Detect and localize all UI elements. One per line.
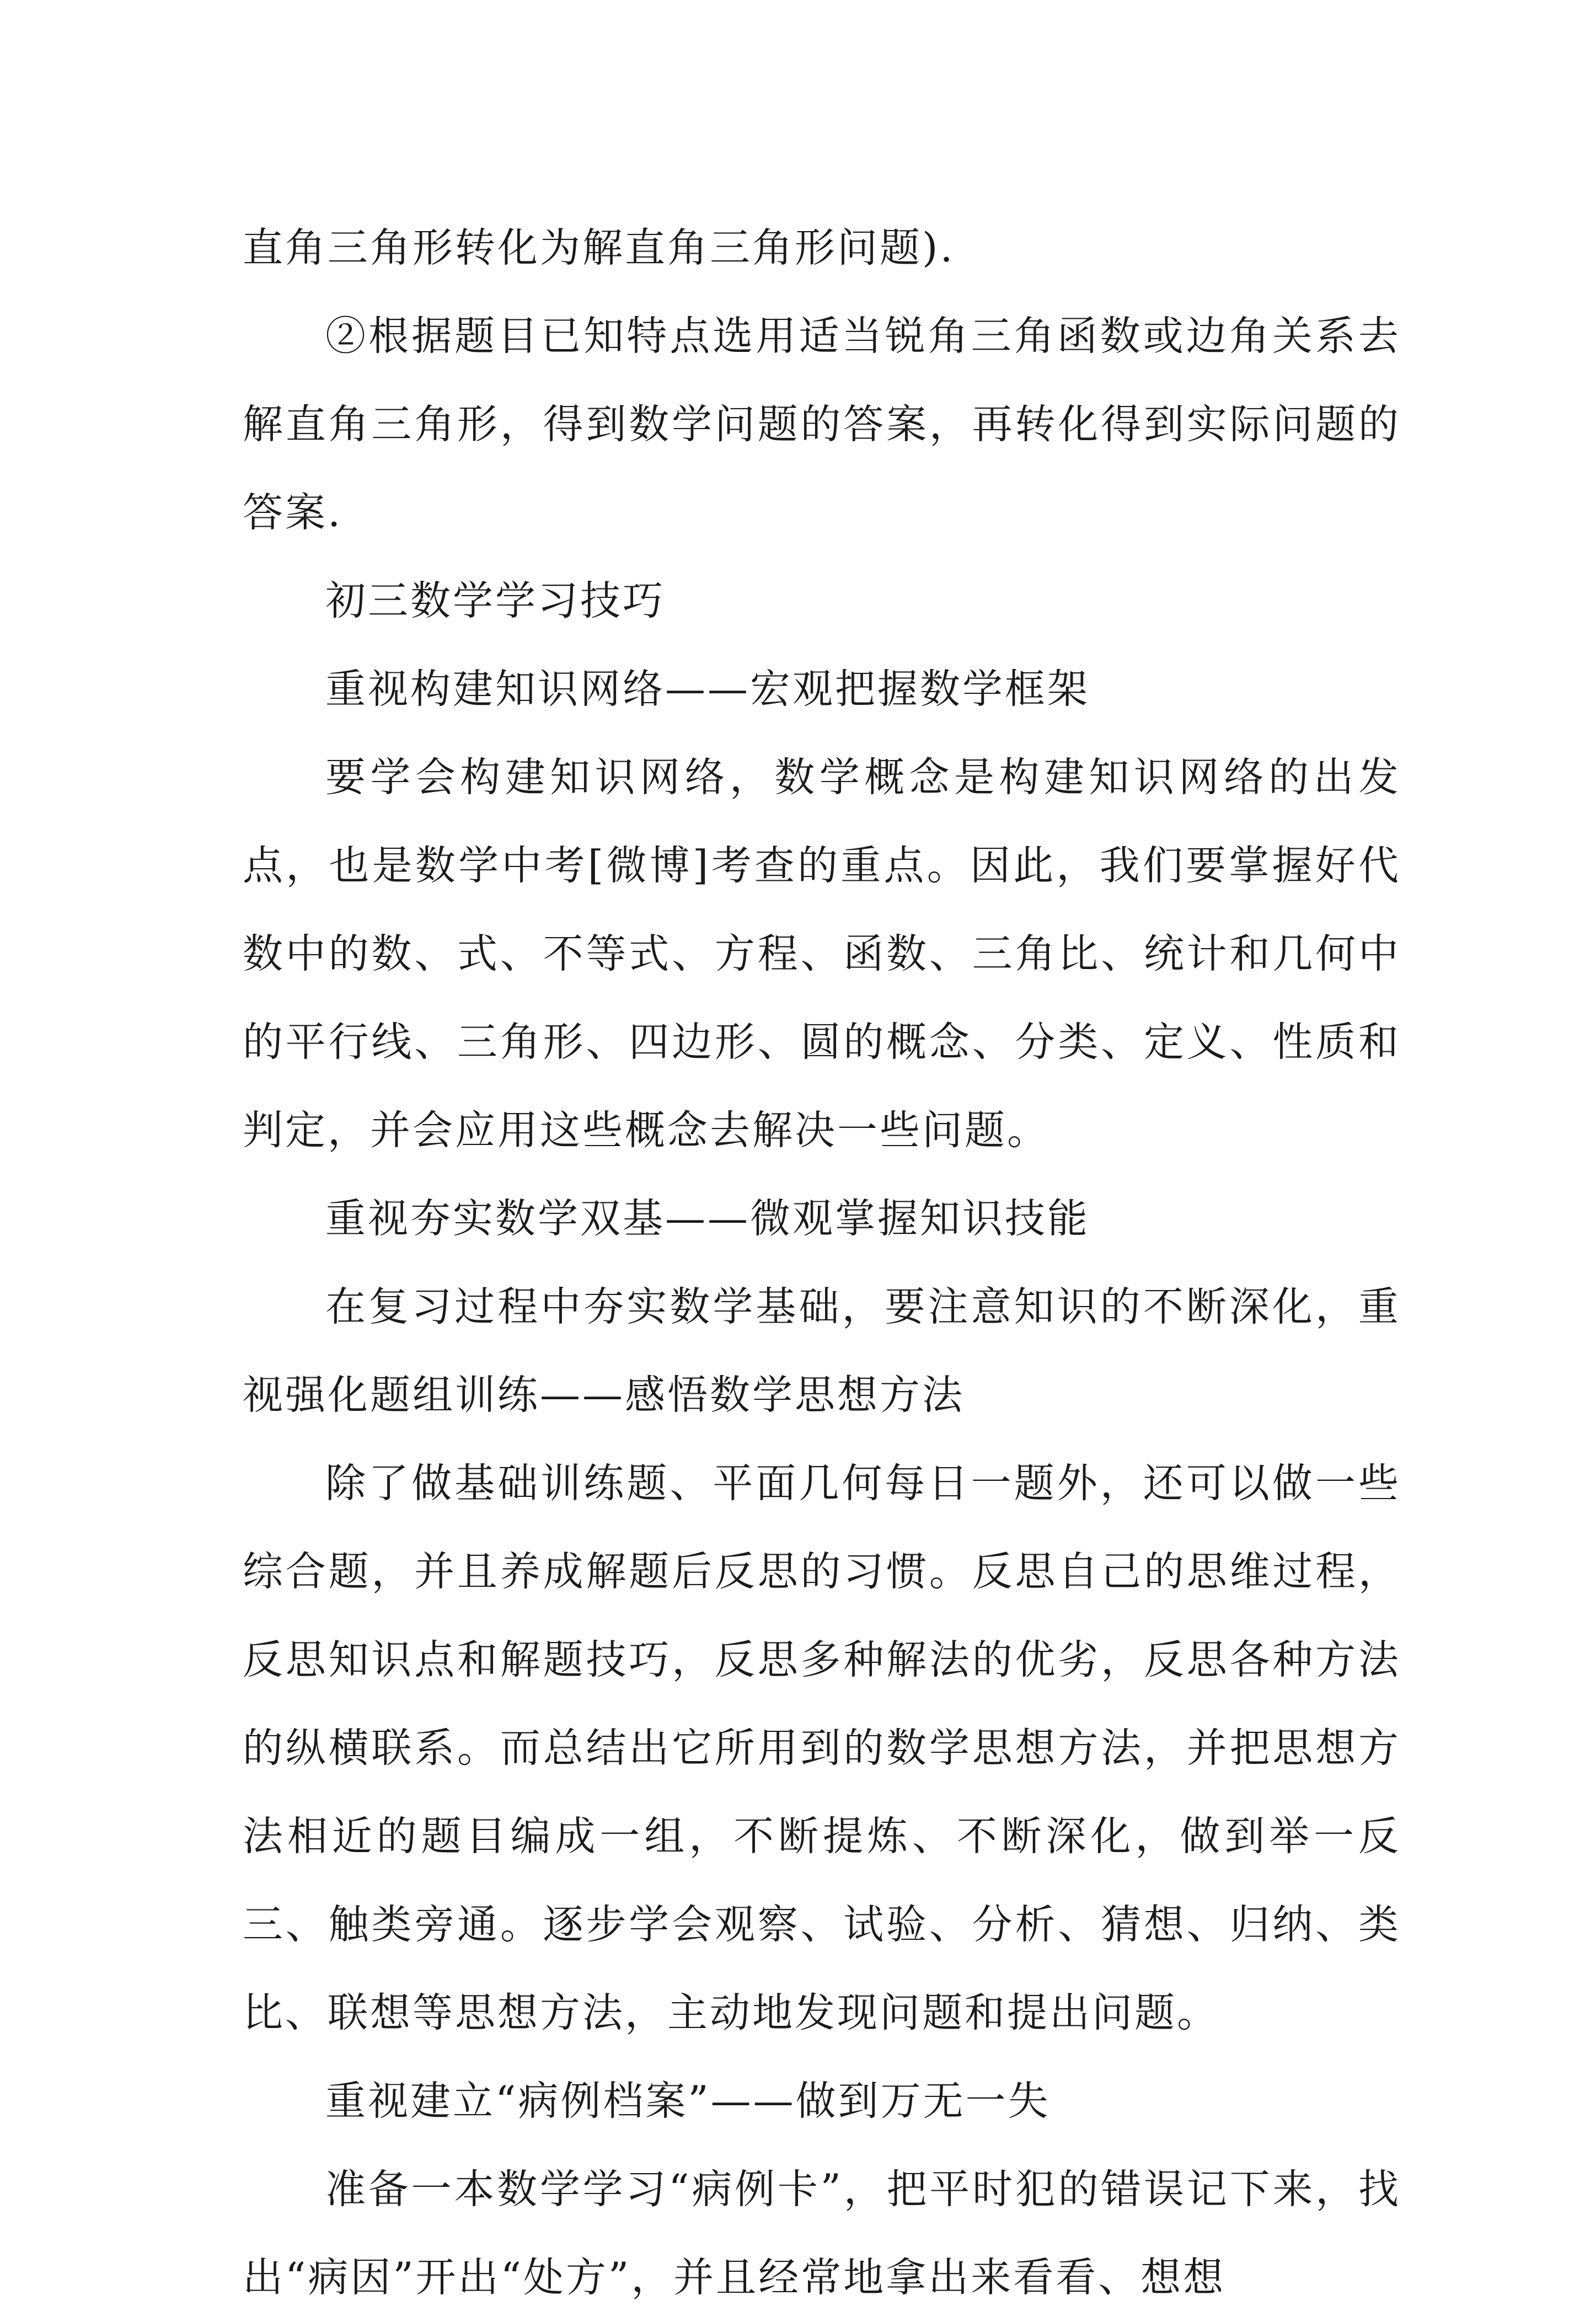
paragraph-practice: 除了做基础训练题、平面几何每日一题外，还可以做一些综合题，并且养成解题后反思的习惯。反思自己的思维过程，反思知识点和解题技巧，反思多种解法的优劣，反思各种方法的纵横联系。而总结出它所用到的数学思想方法，并把思想方法相近的题目编成一组，不断提炼、不断深化，做到举一反三、触类旁通。逐步学会观察、试验、分析、猜想、归纳、类比、联想等思想方法，主动地发现问题和提出问题。: [243, 1460, 1401, 2036]
paragraph-knowledge-network: 要学会构建知识网络，数学概念是构建知识网络的出发点，也是数学中考[微博]考查的重点。因此，我们要掌握好代数中的数、式、不等式、方程、函数、三角比、统计和几何中的平行线、三角形、四边形、圆的概念、分类、定义、性质和判定，并会应用这些概念去解决一些问题。: [243, 754, 1401, 1154]
section-heading-study-tips: 初三数学学习技巧: [325, 577, 665, 624]
paragraph-basics: 在复习过程中夯实数学基础，要注意知识的不断深化，重视强化题组训练——感悟数学思想方法: [243, 1283, 1401, 1419]
document-body: [243, 204, 1401, 2322]
paragraph-error-archive: 准备一本数学学习“病例卡”，把平时犯的错误记下来，找出“病因”开出“处方”，并且经常地拿出来看看、想想: [243, 2166, 1401, 2301]
subheading-basics: 重视夯实数学双基——微观掌握知识技能: [325, 1195, 1090, 1242]
paragraph-2: ②根据题目已知特点选用适当锐角三角函数或边角关系去解直角三角形，得到数学问题的答案，再转化得到实际问题的答案.: [243, 313, 1401, 536]
paragraph-1: 直角三角形转化为解直角三角形问题).: [243, 224, 955, 271]
subheading-knowledge-network: 重视构建知识网络——宏观把握数学框架: [325, 666, 1090, 713]
subheading-error-archive: 重视建立“病例档案”——做到万无一失: [325, 2078, 1051, 2125]
